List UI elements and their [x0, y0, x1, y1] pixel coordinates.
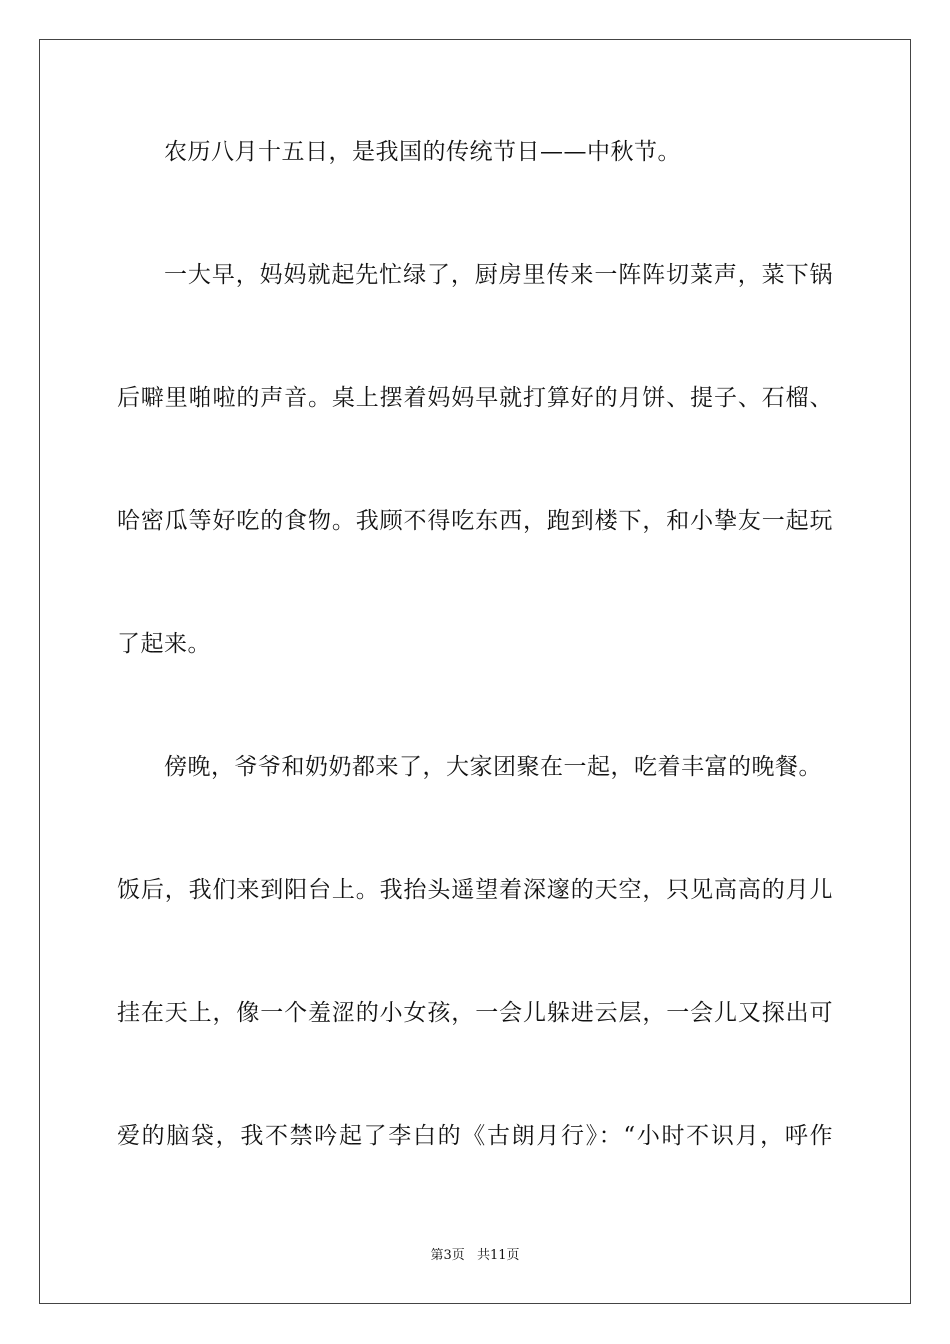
page-footer [0, 1247, 950, 1265]
page-number: 第3页 [430, 1248, 465, 1263]
text-line: 了起来。 [117, 631, 211, 657]
text-line: 爱的脑袋，我不禁吟起了李白的《古朗月行》：“小时不识月，呼作 [117, 1123, 833, 1149]
text-line: 饭后，我们来到阳台上。我抬头遥望着深邃的天空，只见高高的月儿 [117, 877, 833, 903]
page-border [39, 39, 911, 1304]
text-line: 傍晚，爷爷和奶奶都来了，大家团聚在一起，吃着丰富的晚餐。 [164, 754, 822, 780]
text-line: 后噼里啪啦的声音。桌上摆着妈妈早就打算好的月饼、提子、石榴、 [117, 385, 833, 411]
text-line: 一大早，妈妈就起先忙绿了，厨房里传来一阵阵切菜声，菜下锅 [164, 262, 833, 288]
text-line: 农历八月十五日，是我国的传统节日——中秋节。 [164, 139, 681, 165]
text-line: 哈密瓜等好吃的食物。我顾不得吃东西，跑到楼下，和小挚友一起玩 [117, 508, 833, 534]
text-line: 挂在天上，像一个羞涩的小女孩，一会儿躲进云层，一会儿又探出可 [117, 1000, 833, 1026]
page-total: 共11页 [476, 1248, 520, 1263]
